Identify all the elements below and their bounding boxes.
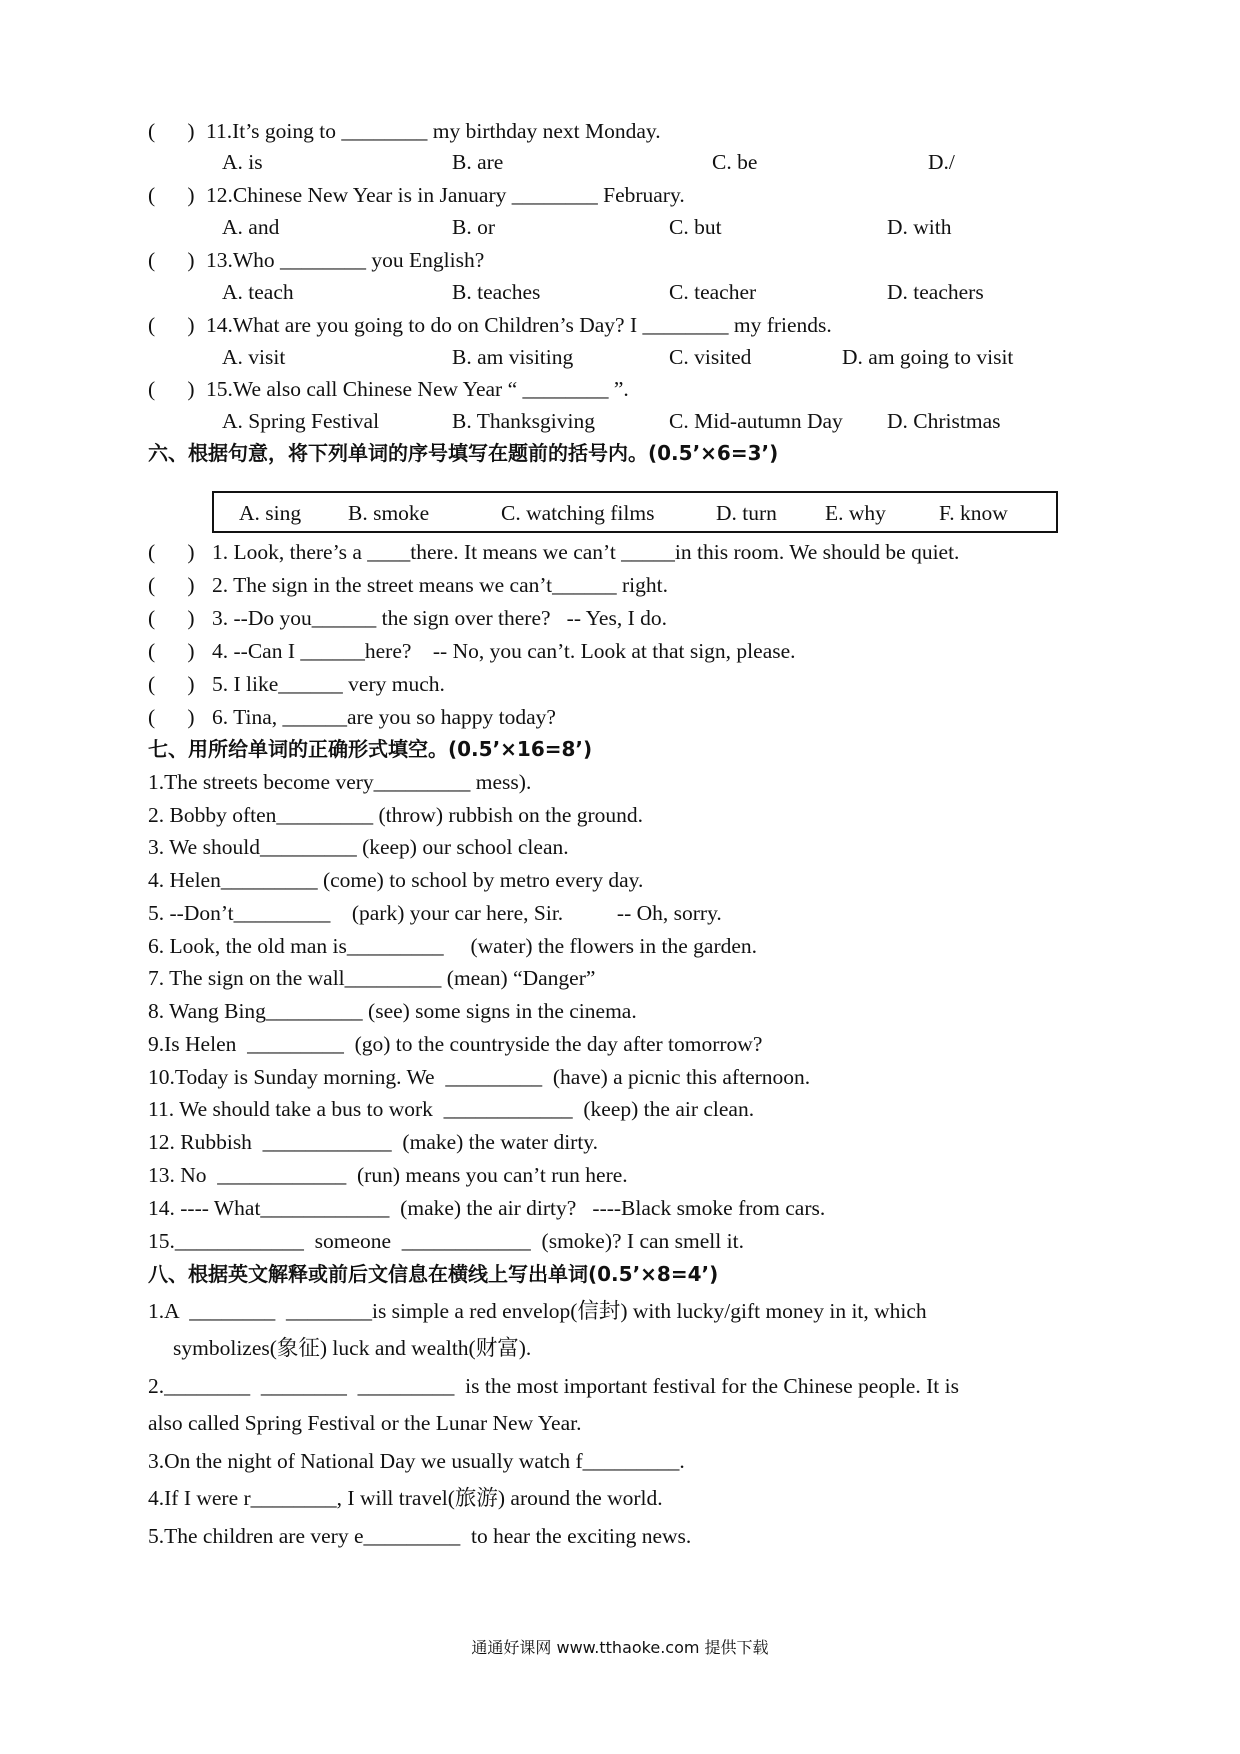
definition-item: 1.A ________ ________is simple a red envelop(信封) with lucky/gift money in it, which	[148, 1299, 927, 1323]
page-footer: 通通好课网 www.tthaoke.com 提供下载	[471, 1638, 769, 1657]
definition-item-cont: symbolizes(象征) luck and wealth(财富).	[173, 1336, 532, 1360]
question-text: 14.What are you going to do on Children’s Day? I ________ my friends.	[206, 313, 832, 337]
question-text: 15.We also call Chinese New Year “ ________ ”.	[206, 377, 629, 401]
option-d: D. with	[887, 215, 952, 239]
answer-paren: ( )	[148, 183, 195, 207]
fill-in-item: 5. --Don’t_________ (park) your car here, Sir. -- Oh, sorry.	[148, 901, 722, 925]
fill-in-item: 8. Wang Bing_________ (see) some signs in the cinema.	[148, 999, 637, 1023]
answer-paren: ( )	[148, 705, 195, 729]
fill-in-item: 1.The streets become very_________ mess).	[148, 770, 532, 794]
option-d: D./	[928, 150, 955, 174]
answer-paren: ( )	[148, 248, 195, 272]
word-bank-item: F. know	[939, 501, 1008, 525]
fill-in-item: 3. We should_________ (keep) our school clean.	[148, 835, 569, 859]
section-6-heading: 六、根据句意，将下列单词的序号填写在题前的括号内。(0.5’×6=3’)	[148, 441, 779, 465]
definition-item: 3.On the night of National Day we usually watch f_________.	[148, 1449, 685, 1473]
option-b: B. are	[452, 150, 504, 174]
option-c: C. visited	[669, 345, 752, 369]
answer-paren: ( )	[148, 672, 195, 696]
fill-in-item: 6. Look, the old man is_________ (water) the flowers in the garden.	[148, 934, 758, 958]
option-d: D. am going to visit	[842, 345, 1014, 369]
word-bank-item: C. watching films	[501, 501, 655, 525]
section-6-item: 6. Tina, ______are you so happy today?	[212, 705, 556, 729]
option-a: A. teach	[222, 280, 294, 304]
section-8-heading: 八、根据英文解释或前后文信息在横线上写出单词(0.5’×8=4’)	[148, 1262, 719, 1286]
fill-in-item: 4. Helen_________ (come) to school by metro every day.	[148, 868, 644, 892]
question-text: 11.It’s going to ________ my birthday next Monday.	[206, 119, 661, 143]
option-d: D. Christmas	[887, 409, 1001, 433]
fill-in-item: 11. We should take a bus to work ____________ (keep) the air clean.	[148, 1097, 755, 1121]
fill-in-item: 7. The sign on the wall_________ (mean) “Danger”	[148, 966, 596, 990]
fill-in-item: 10.Today is Sunday morning. We _________ (have) a picnic this afternoon.	[148, 1065, 811, 1089]
answer-paren: ( )	[148, 313, 195, 337]
section-6-item: 4. --Can I ______here? -- No, you can’t. Look at that sign, please.	[212, 639, 796, 663]
option-a: A. and	[222, 215, 280, 239]
answer-paren: ( )	[148, 119, 195, 143]
word-bank-item: A. sing	[239, 501, 302, 525]
option-b: B. teaches	[452, 280, 541, 304]
fill-in-item: 13. No ____________ (run) means you can’t run here.	[148, 1163, 628, 1187]
option-b: B. am visiting	[452, 345, 574, 369]
fill-in-item: 14. ---- What____________ (make) the air dirty? ----Black smoke from cars.	[148, 1196, 826, 1220]
answer-paren: ( )	[148, 606, 195, 630]
answer-paren: ( )	[148, 573, 195, 597]
option-b: B. or	[452, 215, 495, 239]
section-6-item: 5. I like______ very much.	[212, 672, 445, 696]
option-c: C. Mid-autumn Day	[669, 409, 843, 433]
fill-in-item: 9.Is Helen _________ (go) to the countryside the day after tomorrow?	[148, 1032, 763, 1056]
option-a: A. is	[222, 150, 263, 174]
definition-item-cont: also called Spring Festival or the Lunar New Year.	[148, 1411, 582, 1435]
section-7-heading: 七、用所给单词的正确形式填空。(0.5’×16=8’)	[148, 737, 593, 761]
fill-in-item: 15.____________ someone ____________ (smoke)? I can smell it.	[148, 1229, 744, 1253]
definition-item: 5.The children are very e_________ to hear the exciting news.	[148, 1524, 692, 1548]
word-bank-item: E. why	[825, 501, 886, 525]
option-a: A. Spring Festival	[222, 409, 380, 433]
option-d: D. teachers	[887, 280, 984, 304]
answer-paren: ( )	[148, 377, 195, 401]
section-6-item: 2. The sign in the street means we can’t______ right.	[212, 573, 668, 597]
word-bank-box	[212, 491, 1058, 533]
fill-in-item: 2. Bobby often_________ (throw) rubbish on the ground.	[148, 803, 644, 827]
section-6-item: 1. Look, there’s a ____there. It means we can’t _____in this room. We should be quiet.	[212, 540, 960, 564]
option-b: B. Thanksgiving	[452, 409, 595, 433]
definition-item: 4.If I were r________, I will travel(旅游) around the world.	[148, 1486, 663, 1510]
answer-paren: ( )	[148, 639, 195, 663]
fill-in-item: 12. Rubbish ____________ (make) the water dirty.	[148, 1130, 599, 1154]
section-6-item: 3. --Do you______ the sign over there? -- Yes, I do.	[212, 606, 668, 630]
option-c: C. teacher	[669, 280, 757, 304]
question-text: 13.Who ________ you English?	[206, 248, 485, 272]
option-a: A. visit	[222, 345, 286, 369]
question-text: 12.Chinese New Year is in January ________ February.	[206, 183, 685, 207]
answer-paren: ( )	[148, 540, 195, 564]
word-bank-item: D. turn	[716, 501, 777, 525]
word-bank-item: B. smoke	[348, 501, 430, 525]
definition-item: 2.________ ________ _________ is the most important festival for the Chinese people. It is	[148, 1374, 959, 1398]
option-c: C. but	[669, 215, 722, 239]
option-c: C. be	[712, 150, 758, 174]
